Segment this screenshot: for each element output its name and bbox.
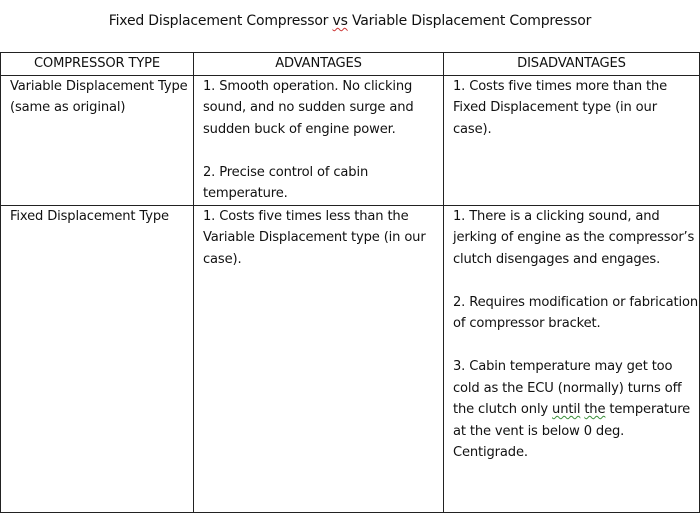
header-advantages: ADVANTAGES xyxy=(194,53,444,76)
disadvantage-text: 3. Cabin temperature may get too cold as the ECU (normally) turns off the clutch only xyxy=(453,359,682,417)
title-part-2: Variable Displacement Compressor xyxy=(347,13,592,29)
cell-advantages-variable xyxy=(194,75,444,205)
advantage-item: 2. Precise control of cabin temperature. xyxy=(203,164,369,201)
title-part-1: Fixed Displacement Compressor xyxy=(108,13,333,29)
cell-disadvantages-variable xyxy=(444,75,700,205)
cell-type-variable: Variable Displacement Type (same as original) xyxy=(1,75,194,205)
comparison-table xyxy=(0,52,700,513)
document-title xyxy=(0,13,700,29)
header-disadvantages: DISADVANTAGES xyxy=(444,53,700,76)
title-vs: vs xyxy=(332,13,348,29)
table-row-fixed xyxy=(1,205,700,512)
grammar-flag-the: the xyxy=(584,402,606,417)
table-row-variable xyxy=(1,75,700,205)
disadvantage-item: 1. There is a clicking sound, and jerking of engine as the compressor’s clutch disengages and engages. xyxy=(453,208,695,267)
disadvantage-item xyxy=(453,356,699,464)
disadvantage-item: 1. Costs five times more than the Fixed Displacement type (in our case). xyxy=(453,78,668,137)
disadvantage-text: temperature at the vent is below 0 deg. Centigrade. xyxy=(453,402,691,460)
advantage-item: 1. Costs five times less than the Variable Displacement type (in our case). xyxy=(203,208,426,267)
disadvantage-item: 2. Requires modification or fabrication of compressor bracket. xyxy=(453,294,699,331)
cell-type-fixed: Fixed Displacement Type xyxy=(1,205,194,512)
table-header-row xyxy=(1,53,700,76)
cell-disadvantages-fixed xyxy=(444,205,700,512)
advantage-item: 1. Smooth operation. No clicking sound, and no sudden surge and sudden buck of engine power. xyxy=(203,78,414,137)
grammar-flag-until: until xyxy=(552,402,581,417)
header-compressor-type: COMPRESSOR TYPE xyxy=(1,53,194,76)
cell-advantages-fixed xyxy=(194,205,444,512)
